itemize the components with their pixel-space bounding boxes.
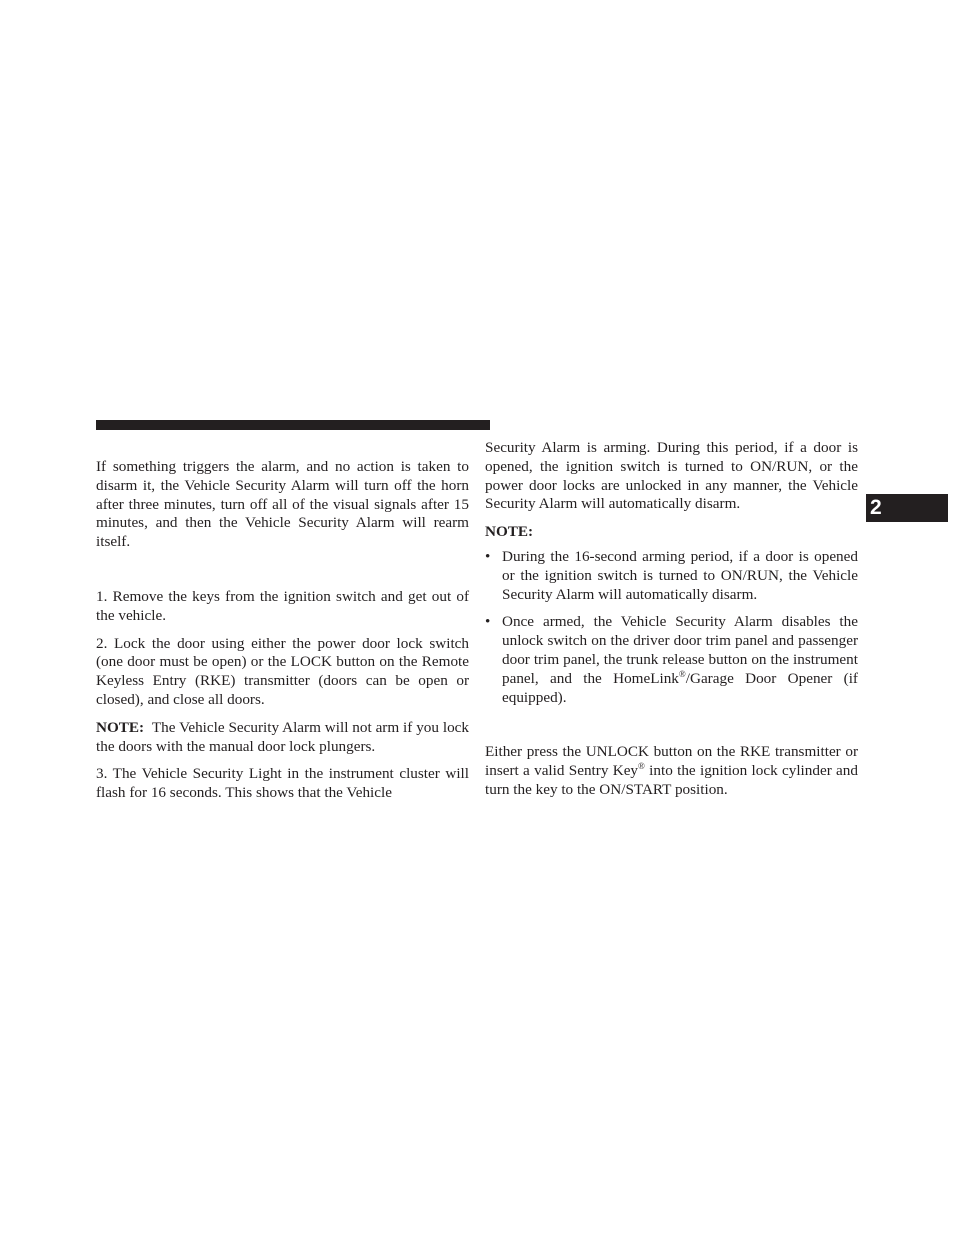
note-paragraph [96,719,469,757]
registered-mark: ® [678,668,686,679]
disarm-text-end: into the ignition lock cylinder and turn the key to the ON/START position. [485,762,858,798]
left-column [96,458,469,803]
registered-mark: ® [638,761,645,772]
step-2: 2. Lock the door using either the power door lock switch (one door must be open) or the LOCK button on the Remote Keyless Entry (RKE) transmitter (doors can be open or closed), and close all doors. [96,634,469,708]
note-bullet-list [485,548,858,707]
bullet-icon: • [485,547,491,565]
step-1: 1. Remove the keys from the ignition switch and get out of the vehicle. [96,587,469,624]
step-3-continuation: Security Alarm is arming. During this period, if a door is opened, the ignition switch is turned to ON/RUN, or the power door locks are unlocked in any manner, the Vehicle Security Alarm will automatically disarm. [485,439,858,513]
alarm-rearm-paragraph: If something triggers the alarm, and no action is taken to disarm it, the Vehicle Security Alarm will turn off the horn after three minutes, turn off all of the visual signals after 15 minutes, and then the Vehicle Security Alarm will rearm itself. [96,458,469,551]
right-column [485,439,858,800]
bullet-item [485,548,858,604]
bullet-icon: • [485,613,491,631]
bullet-text: Once armed, the Vehicle Security Alarm disables the unlock switch on the driver door trim panel and passenger door trim panel, the trunk release button on the instrument panel, and the HomeLink [502,613,858,687]
bullet-text-end: /Garage Door Opener (if equipped). [502,669,858,706]
note-label: NOTE: [96,718,145,736]
note-label-right: NOTE: [485,523,534,541]
bullet-text: During the 16-second arming period, if a door is opened or the ignition switch is turned to ON/RUN, the Vehicle Security Alarm will automatically disarm. [502,547,858,603]
disarm-text: Either press the UNLOCK button on the RKE transmitter or insert a valid Sentry Key [485,743,858,780]
section-rule [96,420,490,430]
disarm-paragraph [485,743,858,799]
chapter-tab: 2 [866,494,948,522]
step-3: 3. The Vehicle Security Light in the instrument cluster will flash for 16 seconds. This shows that the Vehicle [96,765,469,802]
note-text: The Vehicle Security Alarm will not arm if you lock the doors with the manual door lock plungers. [96,718,469,755]
bullet-item [485,613,858,707]
